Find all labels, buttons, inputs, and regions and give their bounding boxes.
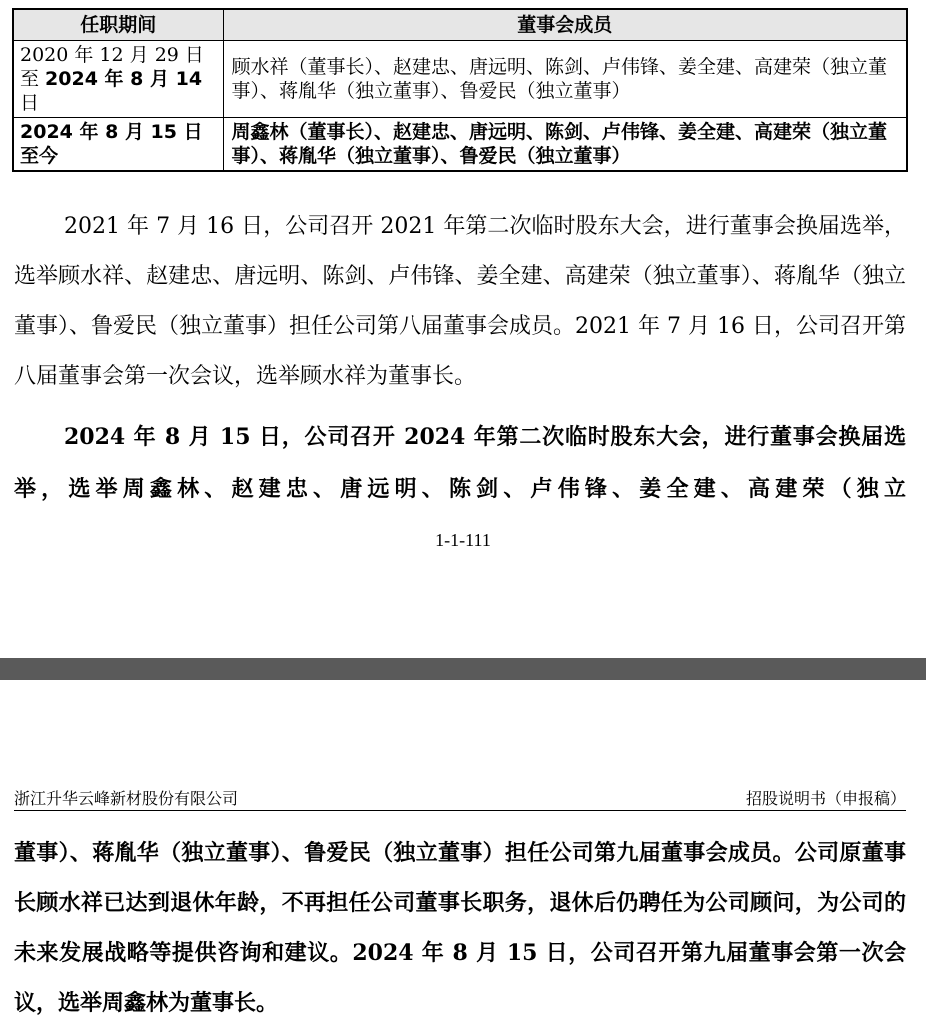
page-number: 1-1-111: [435, 530, 491, 550]
table-row: [13, 118, 907, 172]
board-members-table: [12, 8, 908, 172]
period-text-tail: 日: [20, 92, 40, 114]
members-cell: 顾水祥（董事长）、赵建忠、唐远明、陈剑、卢伟锋、姜全建、高建荣（独立董事）、蒋胤华（独立董事）、鲁爱民（独立董事）: [223, 41, 907, 118]
period-cell: 2024 年 8 月 15 日至今: [13, 118, 223, 172]
page-divider: [0, 658, 926, 680]
table-header-row: [13, 9, 907, 41]
document-type: 招股说明书（申报稿）: [745, 789, 906, 808]
paragraph-ninth-board-continued: 董事）、蒋胤华（独立董事）、鲁爱民（独立董事）担任公司第九届董事会成员。公司原董事长顾水祥已达到退休年龄，不再担任公司董事长职务，退休后仍聘任为公司顾问，为公司的未来发展战略等提供咨询和建议。2024 年 8 月 15 日，公司召开第九届董事会第一次会议，选举周鑫林为董事长。: [14, 840, 906, 1016]
column-header-period: 任职期间: [13, 9, 223, 41]
paragraph-eighth-board: 2021 年 7 月 16 日，公司召开 2021 年第二次临时股东大会，进行董事会换届选举，选举顾水祥、赵建忠、唐远明、陈剑、卢伟锋、姜全建、高建荣（独立董事）、蒋胤华（独立董事）、鲁爱民（独立董事）担任公司第八届董事会成员。2021 年 7 月 16 日，公司召开第八届董事会第一次会议，选举顾水祥为董事长。: [14, 214, 906, 389]
members-cell: 周鑫林（董事长）、赵建忠、唐远明、陈剑、卢伟锋、姜全建、高建荣（独立董事）、蒋胤华（独立董事）、鲁爱民（独立董事）: [223, 118, 907, 172]
table-row: [13, 41, 907, 118]
period-text-end-date: 2024 年 8 月 14: [45, 68, 203, 90]
period-text-start: 2020 年 12 月 29 日至: [20, 44, 204, 90]
paragraph-ninth-board-start: 2024 年 8 月 15 日，公司召开 2024 年第二次临时股东大会，进行董事会换届选举，选举周鑫林、赵建忠、唐远明、陈剑、卢伟锋、姜全建、高建荣（独立: [14, 424, 906, 502]
period-cell: [13, 41, 223, 118]
page-header: [14, 786, 906, 811]
column-header-members: 董事会成员: [223, 9, 907, 41]
company-name: 浙江升华云峰新材股份有限公司: [14, 789, 239, 808]
